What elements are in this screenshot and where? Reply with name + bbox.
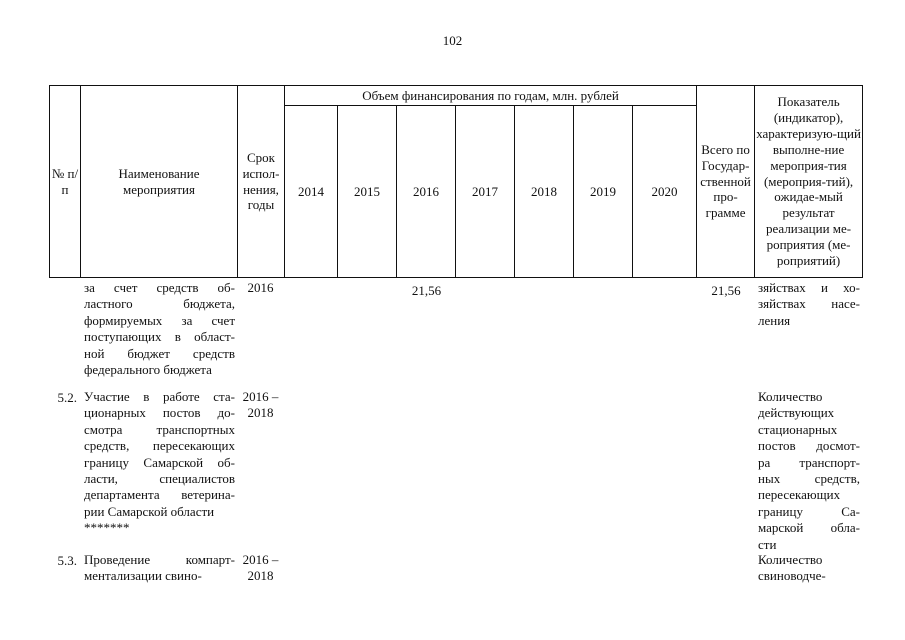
row-3-indicator: [758, 552, 860, 585]
row-3-name-line: Проведение компарт-: [84, 552, 235, 567]
row-1-name-line: федерального бюджета: [84, 362, 212, 378]
row-3-indicator-line: Количество: [758, 552, 823, 567]
row-1-name-line: ной бюджет средств: [84, 345, 235, 361]
header-funding: Объем финансирования по годам, млн. рублей: [285, 86, 697, 106]
row-2-name-line: смотра транспортных: [84, 421, 235, 437]
row-2-indicator-line: Количество: [758, 389, 823, 404]
row-2-name-line: *******: [84, 520, 130, 536]
header-term: Срок испол-нения, годы: [238, 86, 285, 278]
header-year-2019: 2019: [574, 106, 633, 278]
row-2-indicator-line: границу Са-: [758, 503, 860, 519]
row-2-indicator-line: сти: [758, 536, 777, 552]
row-3-indicator-line: свиноводче-: [758, 568, 826, 584]
row-1-name-line: формируемых за счет: [84, 312, 235, 328]
row-2-term: 2016 – 2018: [242, 389, 279, 421]
header-number: № п/п: [50, 86, 81, 278]
row-2-number: 5.2.: [57, 390, 77, 405]
row-2-indicator: [758, 389, 860, 553]
row-3-name-line: ментализации свино-: [84, 568, 202, 584]
page-number: 102: [442, 33, 463, 48]
row-1-indicator: [758, 280, 860, 329]
row-2-indicator-line: ра транспорт-: [758, 454, 860, 470]
row-2-indicator-line: стационарных: [758, 421, 838, 437]
header-year-2016: 2016: [397, 106, 456, 278]
row-3-term: 2016 – 2018: [242, 552, 279, 584]
row-3-name: [84, 552, 235, 585]
header-year-2017: 2017: [456, 106, 515, 278]
header-total: Всего по Государ-ственной про-грамме: [697, 86, 755, 278]
row-1-indicator-line: зяйствах насе-: [758, 296, 860, 312]
row-1-name-line: поступающих в област-: [84, 329, 235, 345]
row-1-name: [84, 280, 235, 378]
row-2-name-line: ционарных постов до-: [84, 405, 235, 421]
row-1-name-line: за счет средств об-: [84, 280, 235, 295]
table-header: [49, 85, 863, 278]
row-3-number: 5.3.: [57, 553, 77, 568]
row-1-value-2016: 21,56: [411, 283, 442, 298]
header-year-2020: 2020: [633, 106, 697, 278]
header-year-2014: 2014: [285, 106, 338, 278]
row-2-name-line: средств, пересекающих: [84, 438, 235, 454]
row-1-name-line: ластного бюджета,: [84, 296, 235, 312]
row-2-indicator-line: действующих: [758, 405, 835, 421]
row-1-total: 21,56: [711, 283, 741, 298]
row-2-name-line: рии Самарской области: [84, 503, 215, 519]
row-2-name-line: Участие в работе ста-: [84, 389, 235, 404]
row-2-indicator-line: ных средств,: [758, 471, 860, 487]
row-1-term: 2016: [247, 280, 274, 295]
row-2-indicator-line: пересекающих: [758, 487, 841, 503]
header-indicator: Показатель (индикатор), характеризую-щий выполне-ние мероприя-тия (мероприя-тий), ожидае-мый результат реализации ме-роприятия (ме-роприятий): [755, 86, 863, 278]
row-2-name: [84, 389, 235, 537]
row-1-indicator-line: ления: [758, 312, 791, 328]
row-2-indicator-line: постов досмот-: [758, 438, 860, 454]
row-2-name-line: ласти, специалистов: [84, 471, 235, 487]
row-1-indicator-line: зяйствах и хо-: [758, 280, 860, 295]
row-2-indicator-line: марской обла-: [758, 520, 860, 536]
row-2-name-line: департамента ветерина-: [84, 487, 235, 503]
header-year-2015: 2015: [338, 106, 397, 278]
header-name: Наименование мероприятия: [81, 86, 238, 278]
row-2-name-line: границу Самарской об-: [84, 454, 235, 470]
header-year-2018: 2018: [515, 106, 574, 278]
